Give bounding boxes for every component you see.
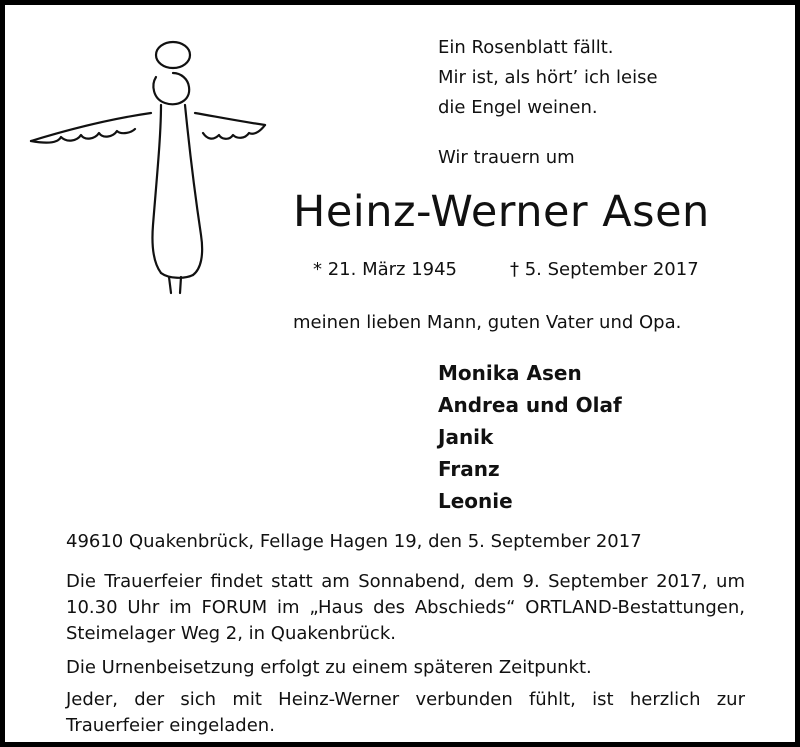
invitation-text: Jeder, der sich mit Heinz-Werner verbunden fühlt, ist herzlich zur Trauerfeier eingeladen. [66, 689, 745, 736]
poem [438, 33, 658, 123]
deceased-name: Heinz-Werner Asen [293, 187, 710, 237]
birth-date: * 21. März 1945 [313, 259, 458, 280]
funeral-info: Die Trauerfeier findet statt am Sonnabend, dem 9. September 2017, um 10.30 Uhr im FORUM im „Haus des Abschieds“ ORTLAND-Bestattungen, Steimelager Weg 2, in Quakenbrück. [66, 571, 745, 644]
urn-info: Die Urnenbeisetzung erfolgt zu einem späteren Zeitpunkt. [66, 657, 592, 678]
place-date: 49610 Quakenbrück, Fellage Hagen 19, den 5. September 2017 [66, 531, 642, 552]
poem-line: Ein Rosenblatt fällt. [438, 37, 614, 58]
mourner-name: Janik [438, 425, 494, 449]
mourners-list [438, 359, 622, 519]
mourner-name: Franz [438, 457, 500, 481]
mourner-name: Monika Asen [438, 361, 582, 385]
intro-text: Wir trauern um [438, 147, 575, 168]
poem-line: die Engel weinen. [438, 97, 598, 118]
poem-line: Mir ist, als hört’ ich leise [438, 67, 658, 88]
mourner-name: Andrea und Olaf [438, 393, 622, 417]
angel-drawing-icon [23, 25, 273, 315]
mourner-name: Leonie [438, 489, 513, 513]
death-date: † 5. September 2017 [510, 259, 699, 280]
relation-text: meinen lieben Mann, guten Vater und Opa. [293, 312, 682, 333]
